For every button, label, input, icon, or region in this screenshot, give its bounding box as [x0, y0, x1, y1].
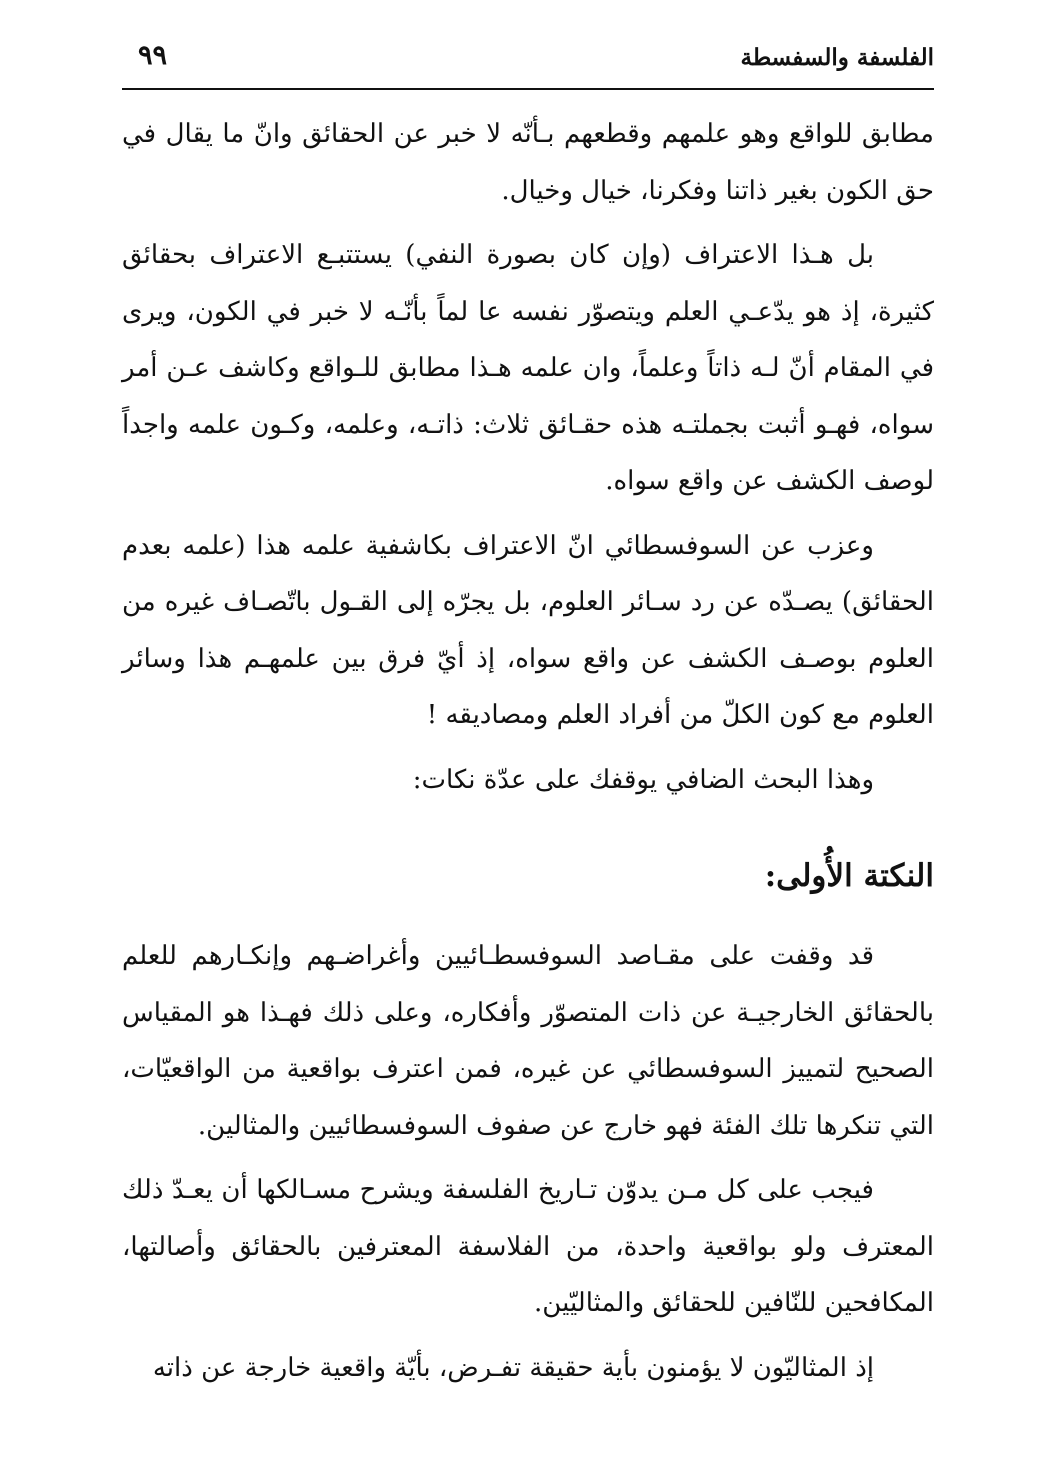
- paragraph: قد وقفت على مقـاصد السوفسطـائيين وأغراضـهم وإنكـارهم للعلم بالحقائق الخارجيـة عن ذات المتصوّر وأفكاره، وعلى ذلك فهـذا هو المقياس الصحيح لتمييز السوفسطائي عن غيره، فمن اعترف بواقعية من الواقعيّات، التي تنكرها تلك الفئة فهو خارج عن صفوف السوفسطائيين والمثالين.: [122, 941, 934, 1141]
- paragraph-continued: مطابق للواقع وهو علمهم وقطعهم بـأنّه لا خبر عن الحقائق وانّ ما يقال في حق الكون بغير ذاتنا وفكرنا، خيال وخيال.: [122, 119, 934, 206]
- paragraph: وهذا البحث الضافي يوقفك على عدّة نكات:: [412, 764, 874, 795]
- running-head: [122, 38, 934, 82]
- page-number: ٩٩: [138, 40, 168, 71]
- running-title: الفلسفة والسفسطة: [740, 44, 934, 71]
- paragraph: وعزب عن السوفسطائي انّ الاعتراف بكاشفية علمه هذا (علمه بعدم الحقائق) يصـدّه عن رد سـائر العلوم، بل يجرّه إلى القـول باتّصـاف غيره من العلوم بوصـف الكشف عن واقع سواه، إذ أيّ فرق بين علمهـم هذا وسائر العلوم مع كون الكلّ من أفراد العلم ومصاديقه !: [122, 530, 934, 730]
- section-heading: النكتة الأُولى:: [764, 858, 934, 894]
- page-body: [122, 106, 934, 1396]
- paragraph: إذ المثاليّون لا يؤمنون بأية حقيقة تفـرض، بأيّة واقعية خارجة عن ذاته: [152, 1352, 874, 1383]
- header-rule: [122, 88, 934, 90]
- paragraph: بل هـذا الاعتراف (وإن كان بصورة النفي) يستتبـع الاعتراف بحقائق كثيرة، إذ هو يدّعـي العلم ويتصوّر نفسه عا لماً بأنّـه لا خبر في الكون، ويرى في المقام أنّ لـه ذاتاً وعلماً، وان علمه هـذا مطابق للـواقع وكاشف عـن أمر سواه، فهـو أثبت بجملتـه هذه حقـائق ثلاث: ذاتـه، وعلمه، وكـون علمه واجداً لوصف الكشف عن واقع سواه.: [122, 240, 935, 496]
- paragraph: فيجب على كل مـن يدوّن تـاريخ الفلسفة ويشرح مسـالكها أن يعـدّ ذلك المعترف ولو بواقعية واحدة، من الفلاسفة المعترفين بالحقائق وأصالتها، المكافحين للنّافين للحقائق والمثاليّين.: [122, 1175, 934, 1318]
